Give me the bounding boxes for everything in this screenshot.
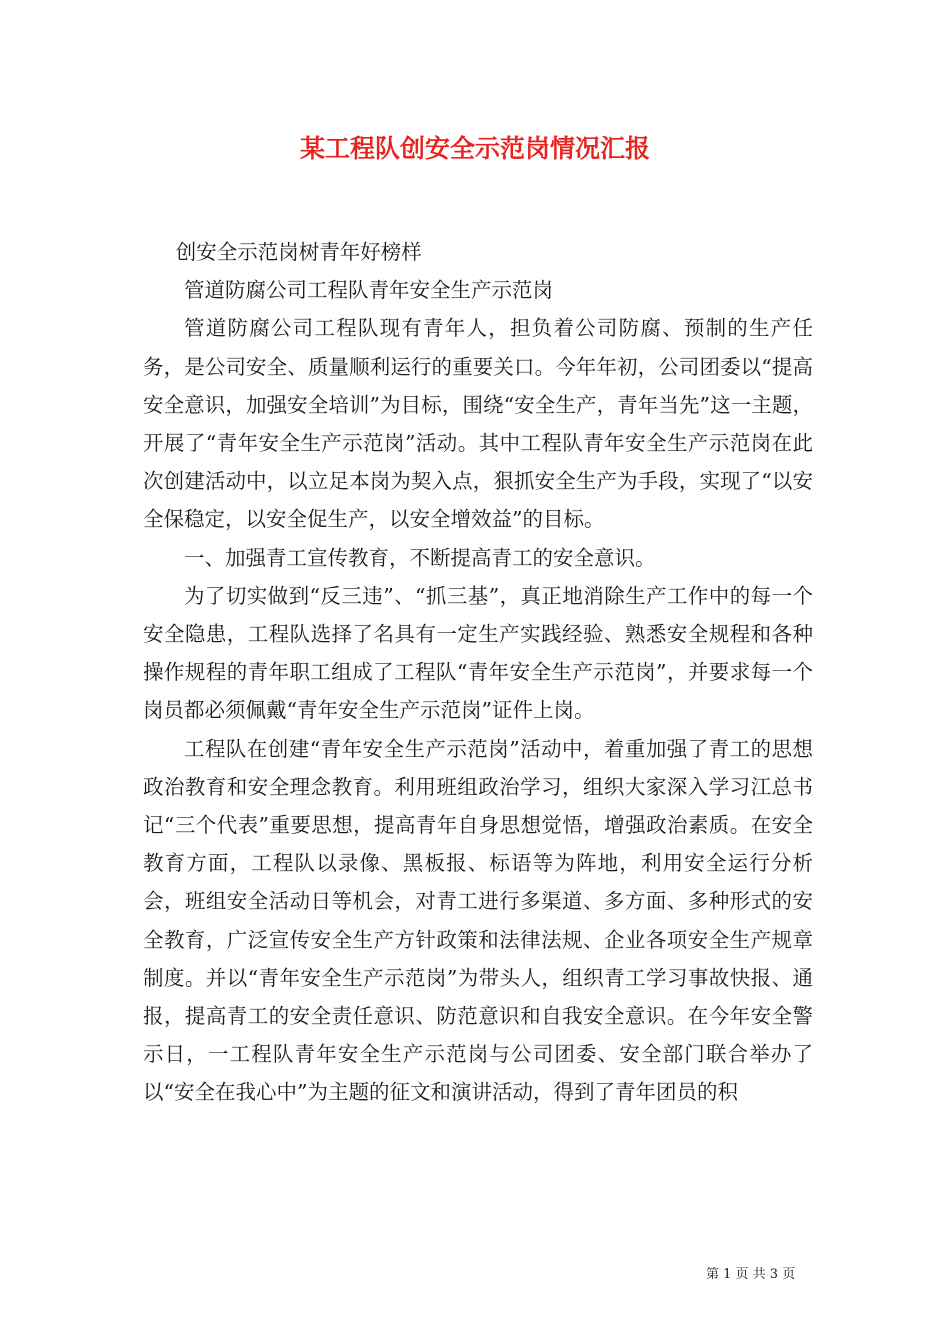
paragraph-subtitle: 创安全示范岗树青年好榜样 [175,240,422,264]
document-body [143,233,813,1112]
paragraph-intro: 管道防腐公司工程队现有青年人，担负着公司防腐、预制的生产任务，是公司安全、质量顺利运行的重要关口。今年年初，公司团委以“提高安全意识，加强安全培训”为目标，围绕“安全生产，青年当先”这一主题，开展了“青年安全生产示范岗”活动。其中工程队青年安全生产示范岗在此次创建活动中，以立足本岗为契入点，狠抓安全生产为手段，实现了“以安全保稳定，以安全促生产，以安全增效益”的目标。 [143,316,813,532]
paragraph-body: 为了切实做到“反三违”、“抓三基”，真正地消除生产工作中的每一个安全隐患，工程队选择了名具有一定生产实践经验、熟悉安全规程和各种操作规程的青年职工组成了工程队“青年安全生产示范岗”，并要求每一个岗员都必须佩戴“青年安全生产示范岗”证件上岗。 [143,583,813,723]
paragraph-team-name: 管道防腐公司工程队青年安全生产示范岗 [184,278,553,303]
paragraph-body: 工程队在创建“青年安全生产示范岗”活动中，着重加强了青工的思想政治教育和安全理念教育。利用班组政治学习，组织大家深入学习江总书记“三个代表”重要思想，提高青年自身思想觉悟，增强政治素质。在安全教育方面，工程队以录像、黑板报、标语等为阵地，利用安全运行分析会，班组安全活动日等机会，对青工进行多渠道、多方面、多种形式的安全教育，广泛宣传安全生产方针政策和法律法规、企业各项安全生产规章制度。并以“青年安全生产示范岗”为带头人，组织青工学习事故快报、通报，提高青工的安全责任意识、防范意识和自我安全意识。在今年安全警示日，一工程队青年安全生产示范岗与公司团委、安全部门联合举办了以“安全在我心中”为主题的征文和演讲活动，得到了青年团员的积 [143,736,813,1105]
section-heading: 一、加强青工宣传教育，不断提高青工的安全意识。 [184,545,656,570]
page-number-footer: 第 1 页 共 3 页 [706,1267,796,1282]
document-title: 某工程队创安全示范岗情况汇报 [299,134,650,163]
